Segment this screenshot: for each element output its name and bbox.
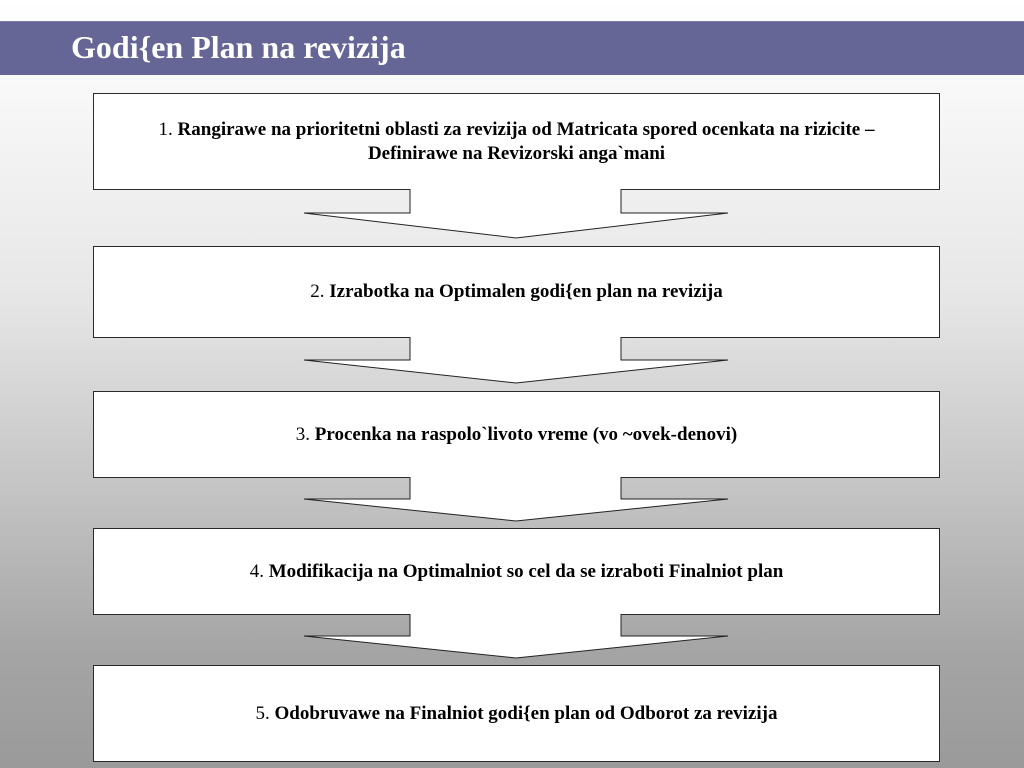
down-arrow-icon: [300, 615, 732, 660]
step-text: Rangirawe na prioritetni oblasti za revizija od Matricata spored ocenkata na rizicite – Definirawe na Revizorski anga`mani: [177, 118, 875, 164]
step-label-2: [310, 280, 723, 304]
step-label-5: [256, 702, 778, 726]
step-text: Odobruvawe na Finalniot godi{en plan od Odborot za revizija: [274, 702, 778, 724]
step-box-4: [93, 528, 940, 615]
step-box-2: [93, 246, 940, 338]
down-arrow-icon: [300, 338, 732, 386]
step-number: 1.: [158, 118, 173, 140]
step-number: 3.: [295, 423, 311, 445]
step-box-3: [93, 391, 940, 478]
step-box-5: [93, 665, 940, 762]
step-box-1: [93, 93, 940, 190]
step-label-3: [296, 423, 737, 447]
page-title: Godi{en Plan na revizija: [71, 29, 406, 65]
step-text: Procenka na raspolo`livoto vreme (vo ~ovek-denovi): [314, 423, 738, 445]
down-arrow-icon: [300, 478, 732, 523]
down-arrow-icon: [300, 190, 732, 242]
step-number: 4.: [249, 560, 264, 582]
title-bar: [0, 21, 1024, 75]
step-label-4: [250, 560, 784, 584]
step-text: Modifikacija na Optimalniot so cel da se izraboti Finalniot plan: [268, 560, 784, 582]
step-number: 5.: [255, 702, 270, 724]
step-number: 2.: [310, 281, 325, 302]
step-text: Izrabotka na Optimalen godi{en plan na revizija: [329, 281, 723, 302]
step-label-1: [124, 118, 909, 166]
